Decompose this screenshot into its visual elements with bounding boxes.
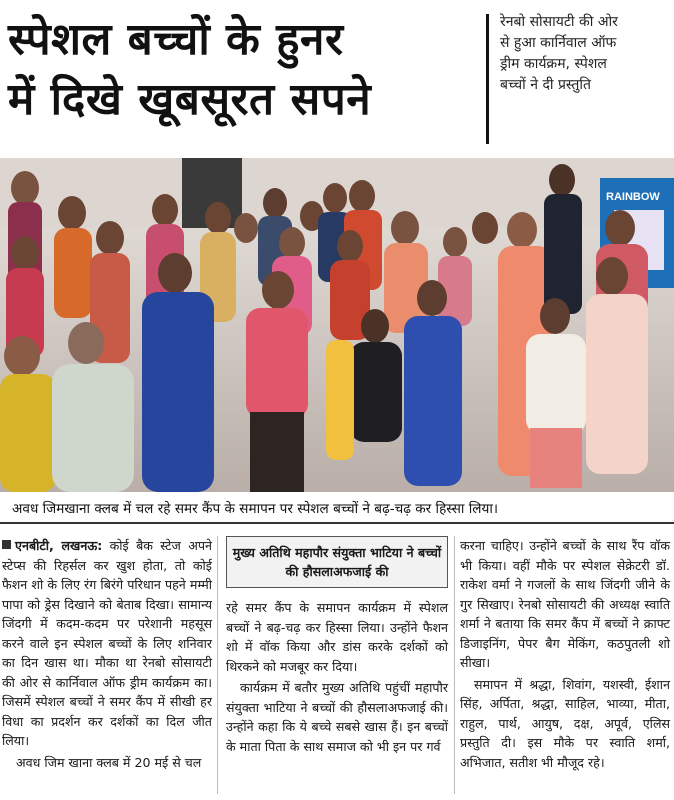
column-1-paragraph-1 [2,536,212,751]
article-column-1 [2,536,212,774]
dateline: एनबीटी, लखनऊ: [15,538,103,553]
column-rule-1 [217,536,218,794]
column-2-paragraph-2: कार्यक्रम में बतौर मुख्य अतिथि पहुंचीं महापौर संयुक्ता भाटिया ने बच्चों की हौसलाअफजाई की। उन्होंने कहा कि ये बच्चे सबसे खास हैं। इन बच्चों के माता पिता के साथ समाज को भी इन पर गर्व [226,680,448,754]
article-column-3 [460,536,670,774]
deck-line-2: से हुआ कार्निवाल ऑफ [500,35,617,51]
group-photo-illustration [0,158,674,492]
group-photo [0,158,674,492]
deck-line-4: बच्चों ने दी प्रस्तुति [500,77,591,93]
column-3-paragraph-2: समापन में श्रद्धा, शिवांग, यशस्वी, ईशान सिंह, अर्पिता, श्रद्धा, साहिल, भाव्या, मीता, राहुल, पार्थ, आयुष, दक्ष, अपूर्व, एलिस प्रस्तुति दी। इस मौके पर स्वाति शर्मा, अभिजात, सतीश भी मौजूद रहे। [460,676,670,770]
deck-line-3: ड्रीम कार्यक्रम, स्पेशल [500,56,607,72]
headline-divider [486,14,489,144]
column-rule-2 [454,536,455,794]
column-1-text: कोई बैक स्टेज अपने स्टेप्स की रिहर्सल कर खुश होता, तो कोई फैशन शो के लिए रंग बिरंगे परिधान पहने मम्मी पापा को ड्रेस दिखाने को बेताब दिखा। सामान्य जिंदगी में कदम-कदम पर परेशानी महसूस करने वाले इन स्पेशल बच्चों के लिए शनिवार का दिन खास था। मौका था रेनबो सोसायटी की ओर से कार्निवाल ऑफ ड्रीम कार्यक्रम का। जिसमें स्पेशल बच्चों ने समर कैंप में सीखी हर विधा का प्रदर्शन कर दर्शकों का दिल जीत लिया। [2,538,212,748]
column-3-paragraph-1: करना चाहिए। उन्होंने बच्चों के साथ रैंप वॉक भी किया। वहीं मौके पर स्पेशल सेक्रेटरी डॉ. राकेश वर्मा ने गजलों के साथ जिंदगी जीने के गुर सिखाए। रेनबो सोसायटी की अध्यक्ष स्वाति शर्मा ने बताया कि समर कैंप में बच्चों ने क्राफ्ट डिजाइनिंग, पेपर बैग मेकिंग, कठपुतली शो सीखा। [460,538,670,670]
article-column-2 [226,536,448,758]
column-2-paragraph-1: रहे समर कैंप के समापन कार्यक्रम में स्पेशल बच्चों ने बढ़-चढ़ कर हिस्सा लिया। उन्होंने फैशन शो में वॉक किया और डांस करके दर्शकों को थिरकने को मजबूर कर दिया। [226,600,448,674]
headline [8,10,482,150]
headline-line-2: में दिखे खूबसूरत सपने [8,74,372,125]
headline-line-1: स्पेशल बच्चों के हुनर [8,14,344,65]
dateline-marker [2,540,11,549]
pull-quote: मुख्य अतिथि महापौर संयुक्ता भाटिया ने बच्चों की हौसलाअफजाई की [226,536,448,588]
photo-caption: अवध जिमखाना क्लब में चल रहे समर कैंप के समापन पर स्पेशल बच्चों ने बढ़-चढ़ कर हिस्सा लिया। [0,494,674,524]
column-1-paragraph-2: अवध जिम खाना क्लब में 20 मई से चल [16,754,202,770]
deck [500,12,666,96]
deck-line-1: रेनबो सोसायटी की ओर [500,14,618,30]
rainbow-banner-text: RAINBOW [606,191,660,203]
